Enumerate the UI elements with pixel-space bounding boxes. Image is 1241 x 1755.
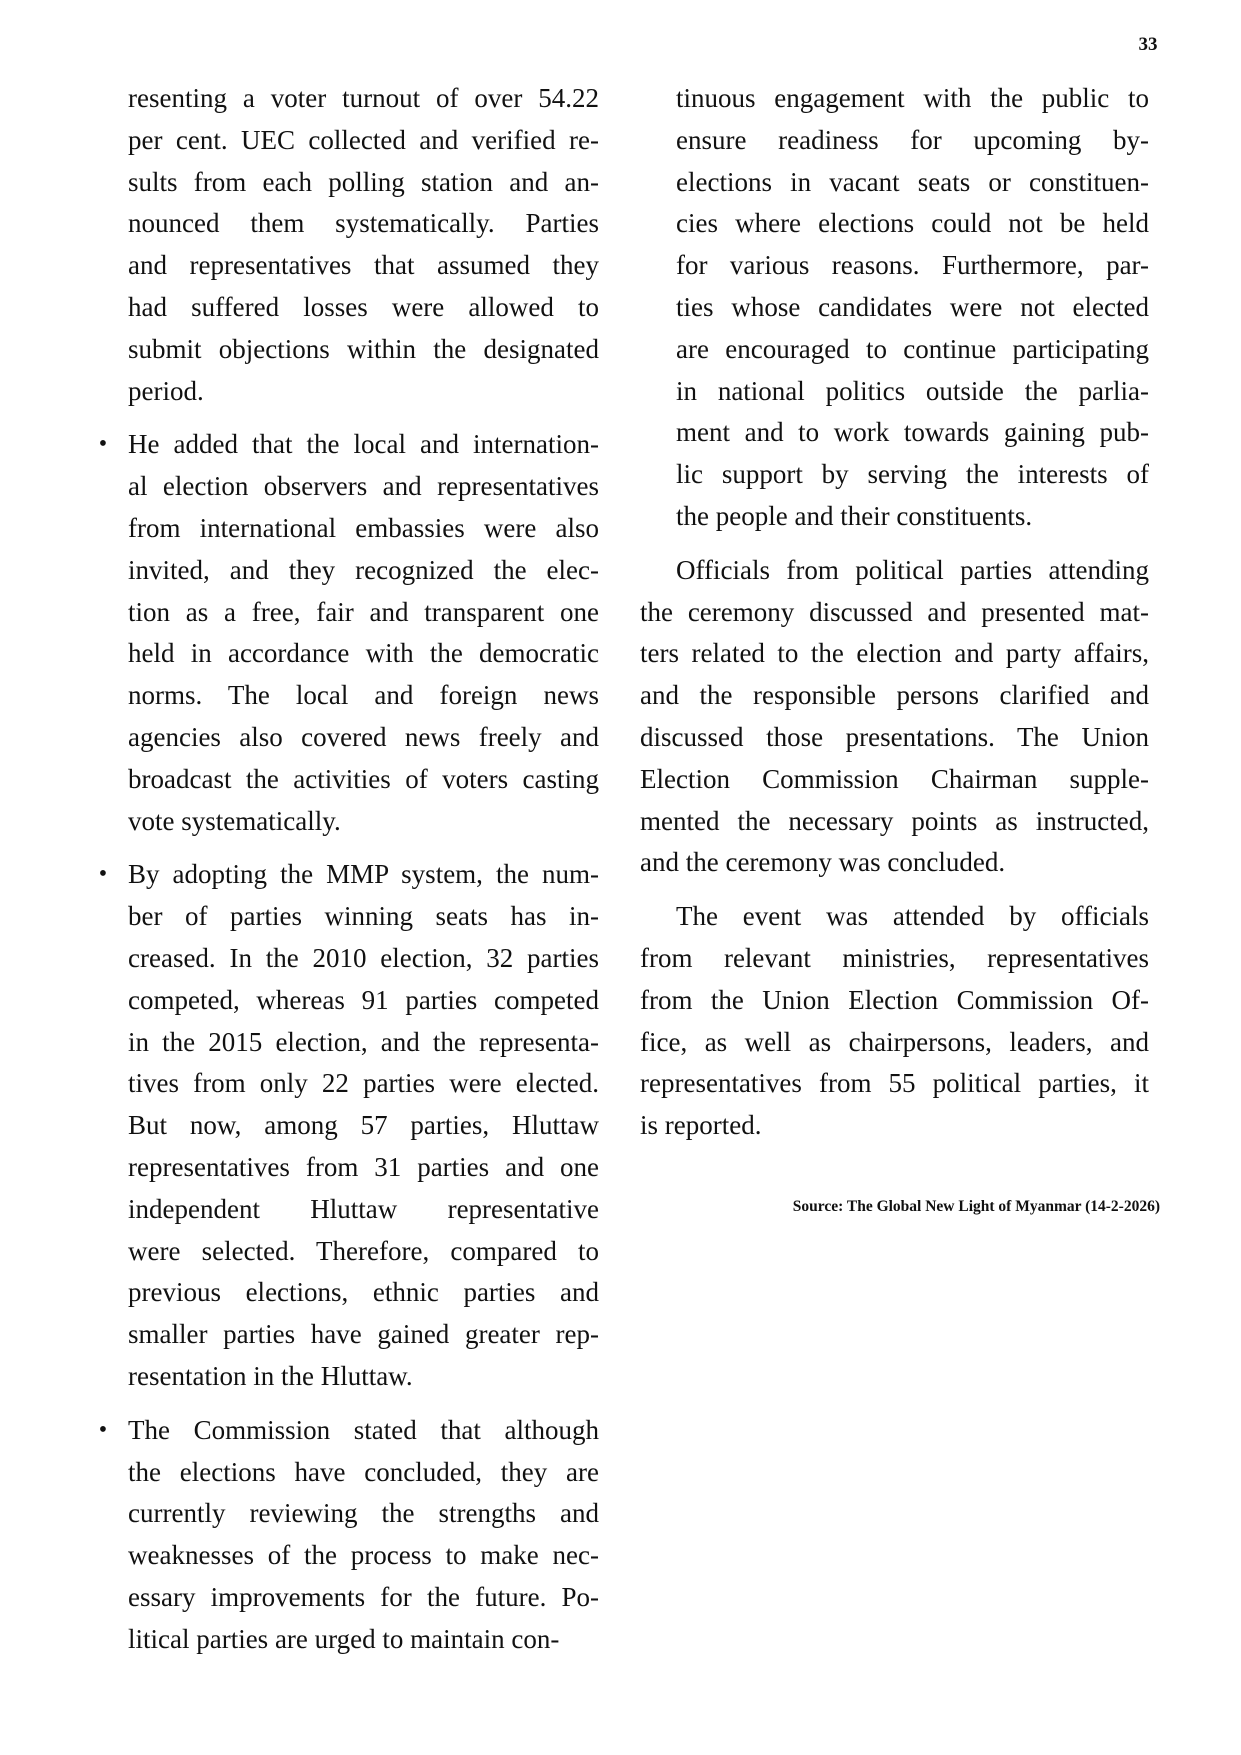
text-line: weaknesses of the process to make nec-	[128, 1540, 599, 1571]
text-line: mented the necessary points as instructed,	[640, 805, 1149, 836]
text-line: were selected. Therefore, compared to	[128, 1235, 599, 1266]
right-column	[640, 78, 1149, 1147]
text-line: resenting a voter turnout of over 54.22	[128, 83, 599, 113]
text-line: But now, among 57 parties, Hluttaw	[128, 1110, 599, 1141]
text-line: Officials from political parties attending	[676, 554, 1149, 585]
text-line: competed, whereas 91 parties competed	[128, 984, 599, 1015]
text-line: and the ceremony was concluded.	[640, 847, 1006, 878]
text-line: nounced them systematically. Parties	[128, 208, 599, 239]
text-line: is reported.	[640, 1110, 762, 1141]
left-column	[98, 78, 599, 1660]
text-line: resentation in the Hluttaw.	[128, 1360, 413, 1391]
text-line: ties whose candidates were not elected	[676, 291, 1149, 322]
text-line: cies where elections could not be held	[676, 208, 1149, 239]
text-line: The event was attended by officials	[676, 901, 1149, 932]
text-line: agencies also covered news freely and	[128, 721, 599, 752]
text-line: the people and their constituents.	[676, 500, 1033, 531]
text-line: broadcast the activities of voters casting	[128, 763, 599, 794]
text-line: The Commission stated that although	[128, 1414, 599, 1445]
text-line: and the responsible persons clarified and	[640, 680, 1149, 711]
text-line: norms. The local and foreign news	[128, 680, 599, 711]
bullet-icon: •	[98, 431, 108, 458]
text-line: elections in vacant seats or constituen-	[676, 166, 1149, 197]
text-line: in the 2015 election, and the representa-	[128, 1026, 599, 1057]
text-line: held in accordance with the democratic	[128, 638, 599, 669]
text-line: ment and to work towards gaining pub-	[676, 417, 1149, 448]
text-line: tion as a free, fair and transparent one	[128, 596, 599, 627]
text-line: per cent. UEC collected and verified re-	[128, 124, 599, 155]
text-line: are encouraged to continue participating	[676, 333, 1149, 364]
text-line: tives from only 22 parties were elected.	[128, 1068, 599, 1099]
text-line: He added that the local and internation-	[128, 429, 599, 460]
paragraph-list	[640, 550, 1149, 1147]
text-line: sults from each polling station and an-	[128, 166, 599, 197]
continued-bullet-text	[640, 78, 1149, 538]
text-line: ensure readiness for upcoming by-	[676, 124, 1149, 155]
bullet-icon: •	[98, 1416, 108, 1443]
text-line: previous elections, ethnic parties and	[128, 1277, 599, 1308]
text-line: submit objections within the designated	[128, 333, 599, 364]
text-line: independent Hluttaw representative	[128, 1193, 599, 1224]
text-line: fice, as well as chairpersons, leaders, and	[640, 1026, 1149, 1057]
bullet-icon: •	[98, 861, 108, 888]
text-line: invited, and they recognized the elec-	[128, 554, 599, 585]
text-line: had suffered losses were allowed to	[128, 291, 599, 322]
text-line: essary improvements for the future. Po-	[128, 1581, 599, 1612]
text-line: for various reasons. Furthermore, par-	[676, 250, 1149, 281]
text-line: By adopting the MMP system, the num-	[128, 859, 599, 890]
source-citation: Source: The Global New Light of Myanmar (14-2-2026)	[792, 1198, 1160, 1215]
text-line: vote systematically.	[128, 805, 341, 836]
text-line: smaller parties have gained greater rep-	[128, 1319, 599, 1350]
text-line: litical parties are urged to maintain con-	[128, 1623, 560, 1654]
continued-paragraph	[128, 78, 599, 412]
text-line: representatives from 31 parties and one	[128, 1151, 599, 1182]
text-line: period.	[128, 375, 204, 406]
text-line: representatives from 55 political parties, it	[640, 1068, 1149, 1099]
text-line: creased. In the 2010 election, 32 parties	[128, 942, 599, 973]
text-line: and representatives that assumed they	[128, 250, 599, 281]
text-line: discussed those presentations. The Union	[640, 721, 1149, 752]
text-line: ber of parties winning seats has in-	[128, 901, 599, 932]
text-line: ters related to the election and party affairs,	[640, 638, 1149, 669]
text-line: Election Commission Chairman supple-	[640, 763, 1149, 794]
text-line: from international embassies were also	[128, 512, 599, 543]
text-line: from relevant ministries, representatives	[640, 942, 1149, 973]
text-line: lic support by serving the interests of	[676, 459, 1149, 490]
text-line: the elections have concluded, they are	[128, 1456, 599, 1487]
bullet-item	[98, 424, 599, 842]
text-line: the ceremony discussed and presented mat-	[640, 596, 1149, 627]
text-line: currently reviewing the strengths and	[128, 1498, 599, 1529]
paragraph	[640, 896, 1149, 1147]
text-line: in national politics outside the parlia-	[676, 375, 1149, 406]
page-number: 33	[1138, 34, 1158, 55]
bullet-item	[98, 854, 599, 1397]
bullet-list	[98, 424, 599, 1660]
paragraph	[640, 550, 1149, 884]
bullet-item	[98, 1410, 599, 1661]
text-line: tinuous engagement with the public to	[676, 83, 1149, 113]
text-line: al election observers and representatives	[128, 471, 599, 502]
text-line: from the Union Election Commission Of-	[640, 984, 1149, 1015]
